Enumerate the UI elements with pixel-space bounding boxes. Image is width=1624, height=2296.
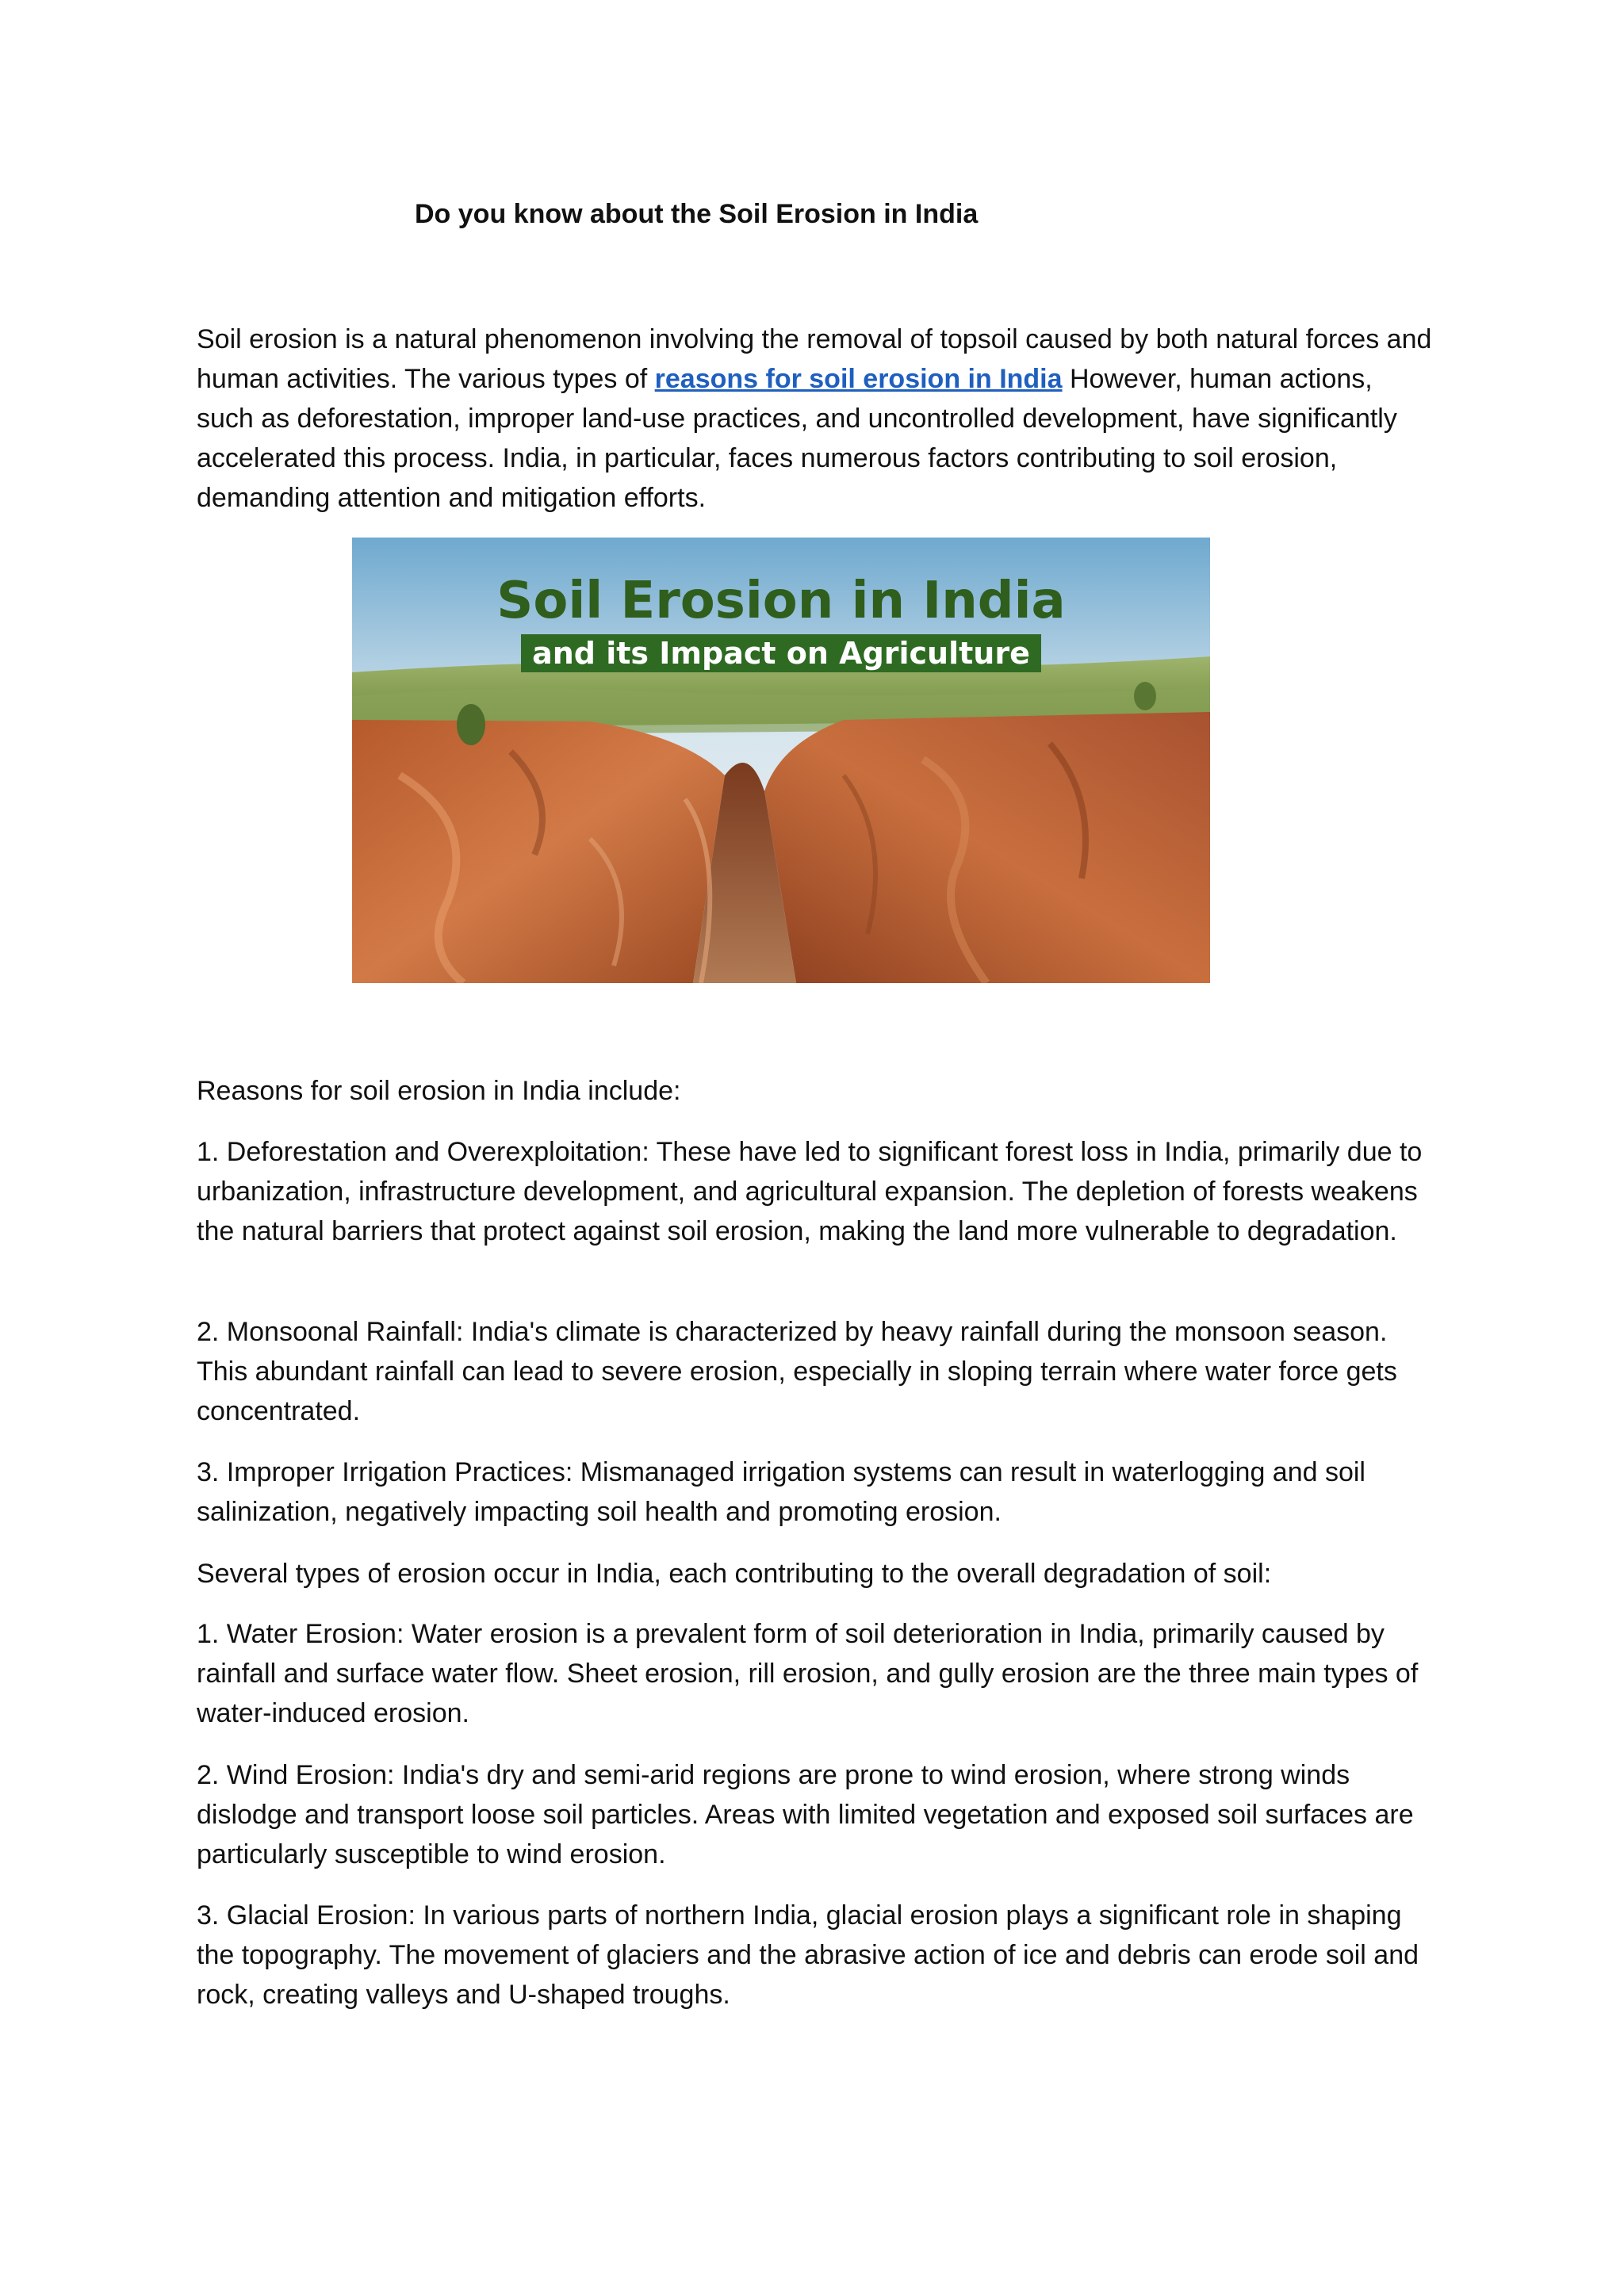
page-title: Do you know about the Soil Erosion in India [415,199,979,229]
intro-text-after-link: However, human actions, such as deforestation, improper land-use practices, and uncontrolled development, have significantly accelerated this process. India, in particular, faces numerous factors contributing to soil erosion, demanding attention and mitigation efforts. [197,364,1397,513]
intro-text-before-link: Soil erosion is a natural phenomenon involving the removal of topsoil caused by both natural forces and human activities. The various types of [197,324,1432,394]
reason-item-2: 2. Monsoonal Rainfall: India's climate is characterized by heavy rainfall during the monsoon season. This abundant rainfall can lead to severe erosion, especially in sloping terrain where water force gets concentrated. [197,1317,1397,1426]
reason-item-3: 3. Improper Irrigation Practices: Mismanaged irrigation systems can result in waterlogging and soil salinization, negatively impacting soil health and promoting erosion. [197,1457,1365,1527]
types-heading: Several types of erosion occur in India, each contributing to the overall degradation of soil: [197,1559,1272,1589]
banner-subtitle: and its Impact on Agriculture [521,634,1041,672]
soil-erosion-banner-image [352,538,1210,983]
type-item-1: 1. Water Erosion: Water erosion is a prevalent form of soil deterioration in India, primarily caused by rainfall and surface water flow. Sheet erosion, rill erosion, and gully erosion are the three main types of water-induced erosion. [197,1619,1419,1728]
banner-title: Soil Erosion in India [496,572,1066,630]
type-item-3: 3. Glacial Erosion: In various parts of northern India, glacial erosion plays a significant role in shaping the topography. The movement of glaciers and the abrasive action of ice and debris can erode soil and rock, creating valleys and U-shaped troughs. [197,1900,1419,2010]
reason-item-1: 1. Deforestation and Overexploitation: These have led to significant forest loss in India, primarily due to urbanization, infrastructure development, and agricultural expansion. The depletion of forests weakens the natural barriers that protect against soil erosion, making the land more vulnerable to degradation. [197,1137,1423,1246]
intro-paragraph [197,320,1434,518]
reasons-heading: Reasons for soil erosion in India include: [197,1076,681,1106]
reasons-link[interactable]: reasons for soil erosion in India [654,364,1063,394]
type-item-2: 2. Wind Erosion: India's dry and semi-arid regions are prone to wind erosion, where strong winds dislodge and transport loose soil particles. Areas with limited vegetation and exposed soil surfaces are particularly susceptible to wind erosion. [197,1760,1414,1869]
banner-subtitle-wrap [352,634,1210,672]
